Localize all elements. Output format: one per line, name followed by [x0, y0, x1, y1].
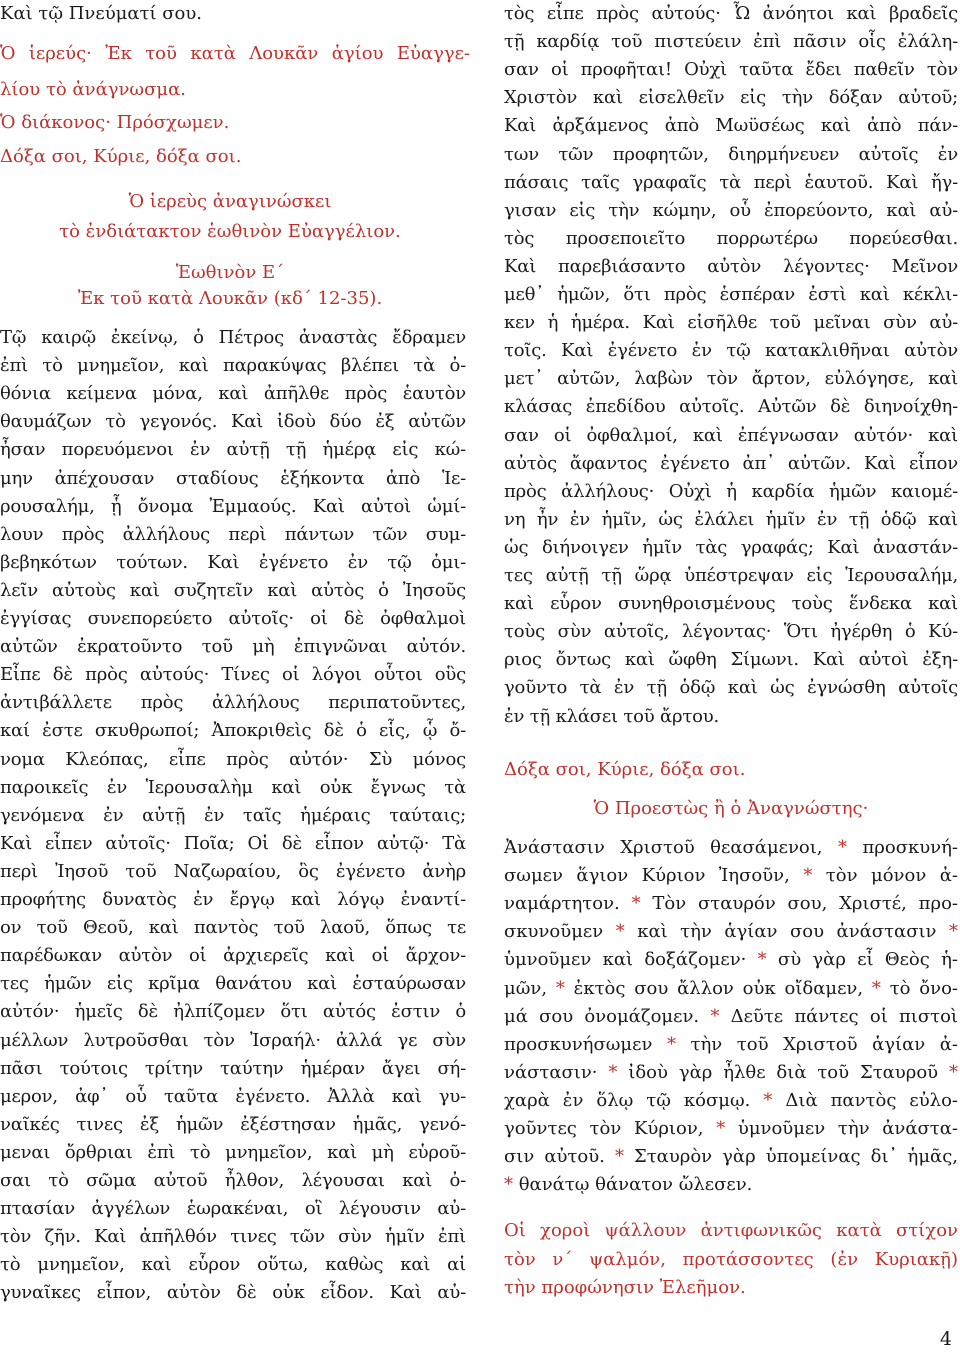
hymn-line — [504, 890, 958, 918]
gospel-line: παροικεῖς ἐν Ἱερουσαλὴμ καὶ οὐκ ἔγνως τὰ — [0, 776, 466, 798]
hymn-text: καὶ τὴν ἁγίαν σου ἀνάστασιν — [624, 921, 949, 943]
gospel-line: θόνια κείμενα μόνα, καὶ ἀπῆλθε πρὸς ἑαυτὸν — [0, 383, 466, 405]
hymn-text: θανάτῳ θάνατον ὤλεσεν. — [513, 1174, 753, 1196]
gospel-line: μερον, ἀφ᾽ οὗ ταῦτα ἐγένετο. Ἀλλὰ καὶ γυ- — [0, 1085, 466, 1107]
hymn-text: ὑμνοῦμεν τὴν ἀνάστα- — [725, 1118, 958, 1139]
intro-line: λίου τὸ ἀνάγνωσμα. — [0, 79, 186, 100]
rubric-line: τὸ ἐνδιάτακτον ἑωθινὸν Εὐαγγέλιον. — [59, 221, 401, 242]
hymn-line — [504, 862, 958, 890]
gospel-line: αὐτὸς ἄφαντος ἐγένετο ἀπ᾽ αὐτῶν. Καὶ εἶπον — [504, 452, 958, 474]
gospel-line: ἐγγίσας συνεπορεύετο αὐτοῖς· οἱ δὲ ὀφθαλμοὶ — [0, 608, 466, 629]
gospel-line: νομα Κλεόπας, εἶπε πρὸς αὐτόν· Σὺ μόνος — [0, 748, 466, 770]
gospel-line: αὐτῶν ἐκρατοῦντο τοῦ μὴ ἐπιγνῶναι αὐτόν. — [0, 636, 466, 658]
gospel-line: ἐν τῇ κλάσει τοῦ ἄρτου. — [504, 705, 720, 727]
gospel-line: λεῖν αὐτοὺς καὶ συζητεῖν καὶ αὐτὸς ὁ Ἰησοῦς — [0, 579, 466, 601]
asterisk-mark: * — [555, 977, 565, 999]
gospel-line: Καὶ παρεβιάσαντο αὐτὸν λέγοντες· Μεῖνον — [504, 255, 958, 277]
hymn-text: Τὸν σταυρόν σου, Χριστέ, προ- — [640, 893, 958, 915]
hymn-text: σιν αὐτοῦ. — [504, 1146, 615, 1168]
rubric-line: Ὁ Προεστὼς ἢ ὁ Ἀναγνώστης· — [593, 798, 869, 819]
gospel-line: ἦσαν πορευόμενοι ἐν αὐτῇ τῇ ἡμέρᾳ εἰς κώ- — [0, 439, 466, 461]
gospel-line: τῇ καρδίᾳ τοῦ πιστεύειν ἐπὶ πᾶσιν οἷς ἐλάλη- — [504, 31, 958, 53]
asterisk-mark: * — [763, 1089, 773, 1111]
gospel-line: βεβηκότων τούτων. Καὶ ἐγένετο ἐν τῷ ὁμι- — [0, 551, 466, 573]
gospel-line: προφήτης δυνατὸς ἐν ἔργῳ καὶ λόγῳ ἐναντί- — [0, 889, 466, 910]
hymn-line — [504, 946, 958, 974]
gospel-line: των τῶν προφητῶν, διηρμήνευεν αὐτοῖς ἐν — [504, 143, 958, 165]
gospel-line: τὸς προσεποιεῖτο πορρωτέρω πορεύεσθαι. — [504, 227, 958, 249]
gospel-line: καί ἐστε σκυθρωποί; Ἀποκριθεὶς δὲ ὁ εἷς, ᾧ ὄ- — [0, 720, 466, 742]
gospel-line: σαν οἱ προφῆται! Οὐχὶ ταῦτα ἔδει παθεῖν τὸν — [504, 59, 958, 81]
asterisk-mark: * — [631, 893, 641, 915]
gospel-line: Εἶπε δὲ πρὸς αὐτούς· Τίνες οἱ λόγοι οὗτοι οὓς — [0, 664, 466, 686]
gospel-line: τοὺς σὺν αὐτοῖς, λέγοντας· Ὅτι ἠγέρθη ὁ Κύ- — [504, 621, 958, 643]
asterisk-mark: * — [837, 837, 847, 858]
hymn-text: νάστασιν· — [504, 1061, 609, 1083]
gospel-line: γισαν εἰς τὴν κώμην, οὗ ἐπορεύοντο, καὶ αὐ- — [504, 199, 958, 221]
gospel-line: ναῖκές τινες ἐξ ἡμῶν ἐξέστησαν ἡμᾶς, γενό- — [0, 1113, 466, 1135]
gospel-line: ὡς διήνοιγεν ἡμῖν τὰς γραφάς; Καὶ ἀναστάν- — [504, 536, 958, 558]
asterisk-mark: * — [615, 921, 625, 943]
hymn-line — [504, 834, 958, 862]
gospel-line: Χριστὸν καὶ εἰσελθεῖν εἰς τὴν δόξαν αὐτοῦ; — [504, 87, 958, 109]
asterisk-mark: * — [949, 1061, 958, 1083]
gospel-line: γενόμενα ἐν αὐτῇ ἐν ταῖς ἡμέραις ταύταις; — [0, 804, 466, 826]
hymn-text: μά σου ὀνομάζομεν. — [504, 1005, 711, 1027]
gospel-line: Καὶ ἀρξάμενος ἀπὸ Μωϋσέως καὶ ἀπὸ πάν- — [504, 115, 958, 137]
hymn-line — [504, 1059, 958, 1087]
hymn-text: σκυνοῦμεν — [504, 921, 616, 943]
hymn-line — [504, 918, 958, 946]
gospel-line: τὸ μνημεῖον, καὶ εὗρον οὕτω, καθὼς καὶ αἱ — [0, 1254, 466, 1276]
gospel-line: ριος ὄντως καὶ ὤφθη Σίμωνι. Καὶ αὐτοὶ ἐξη- — [504, 649, 958, 671]
gospel-line: κλάσας ἐπεδίδου αὐτοῖς. Αὐτῶν δὲ διηνοίχθη- — [504, 396, 958, 418]
hymn-text: προσκυνή- — [846, 837, 958, 858]
gospel-line: μεθ᾽ ἡμῶν, ὅτι πρὸς ἑσπέραν ἐστὶ καὶ κέκλι- — [504, 284, 958, 305]
gospel-line: θαυμάζων τὸ γεγονός. Καὶ ἰδοὺ δύο ἐξ αὐτῶν — [0, 411, 466, 433]
hymn-text: Διὰ παντὸς εὐλο- — [772, 1089, 958, 1111]
gospel-heading: Ἑωθινὸν Ε΄ — [175, 262, 285, 283]
gospel-line: πάσαις ταῖς γραφαῖς τὰ περὶ ἑαυτοῦ. Καὶ ἤγ- — [504, 171, 958, 193]
asterisk-mark: * — [666, 1033, 676, 1055]
gospel-line: μεναι ὄρθριαι ἐπὶ τὸ μνημεῖον, καὶ μὴ εὑροῦ- — [0, 1141, 466, 1163]
asterisk-mark: * — [608, 1061, 618, 1083]
asterisk-mark: * — [614, 1146, 624, 1168]
hymn-text: χαρὰ ἐν ὅλῳ τῷ κόσμῳ. — [504, 1089, 764, 1111]
gospel-line: πᾶσι τούτοις τρίτην ταύτην ἡμέραν ἄγει σή- — [0, 1057, 466, 1079]
gospel-line: ἐπὶ τὸ μνημεῖον, καὶ παρακύψας βλέπει τὰ ὀ- — [0, 355, 466, 377]
gospel-line: γυναῖκες εἶπον, αὐτὸν δὲ οὐκ εἶδον. Καὶ αὐ- — [0, 1282, 466, 1304]
gospel-line: τὸν ζῆν. Καὶ ἀπῆλθόν τινες τῶν σὺν ἡμῖν ἐπὶ — [0, 1226, 466, 1248]
intro-line: Καὶ τῷ Πνεύματί σου. — [0, 3, 203, 24]
hymn-text: μῶν, — [504, 977, 556, 999]
hymn-text: σωμεν ἅγιον Κύριον Ἰησοῦν, — [504, 865, 804, 887]
gospel-line: τες ἡμῶν εἰς κρῖμα θανάτου καὶ ἐσταύρωσαν — [0, 973, 466, 995]
rubric-line: Ὁ ἱερεὺς ἀναγινώσκει — [128, 191, 332, 212]
asterisk-mark: * — [803, 865, 813, 887]
hymn-text: Ἀνάστασιν Χριστοῦ θεασάμενοι, — [504, 837, 838, 858]
asterisk-mark: * — [757, 949, 767, 971]
gospel-line: κεν ἡ ἡμέρα. Καὶ εἰσῆλθε τοῦ μεῖναι σὺν αὐ- — [504, 312, 958, 334]
gospel-line: καὶ εὗρον συνηθροισμένους τοὺς ἕνδεκα καὶ — [504, 593, 958, 615]
hymn-text: γοῦντες τὸν Κύριον, — [504, 1118, 717, 1139]
asterisk-mark: * — [504, 1174, 513, 1196]
gospel-line: μην ἀπέχουσαν σταδίους ἑξήκοντα ἀπὸ Ἱε- — [0, 467, 466, 489]
hymn-line — [504, 1115, 958, 1143]
hymn-text: ὑμνοῦμεν καὶ δοξάζομεν· — [504, 949, 758, 971]
hymn-text: τὴν τοῦ Χριστοῦ ἁγίαν ἀ- — [675, 1033, 958, 1055]
gospel-line: μετ᾽ αὐτῶν, λαβὼν τὸν ἄρτον, εὐλόγησε, καὶ — [504, 368, 958, 390]
closing-rubric-line: τὴν προφώνησιν Ἐλεῆμον. — [504, 1277, 746, 1298]
closing-rubric-line: Οἱ χοροὶ ψάλλουν ἀντιφωνικῶς κατὰ στίχον — [504, 1220, 958, 1241]
gospel-line: λουν πρὸς ἀλλήλους περὶ πάντων τῶν συμ- — [0, 523, 466, 545]
page-number: 4 — [939, 1328, 952, 1350]
hymn-line — [504, 1143, 958, 1171]
gospel-line: Τῷ καιρῷ ἐκείνῳ, ὁ Πέτρος ἀναστὰς ἔδραμεν — [0, 327, 466, 348]
gospel-line: σαι τὸ σῶμα αὐτοῦ ἦλθον, λέγουσαι καὶ ὀ- — [0, 1170, 466, 1191]
hymn-text: ἰδοὺ γὰρ ἦλθε διὰ τοῦ Σταυροῦ — [617, 1061, 949, 1083]
gospel-line: τὸς εἶπε πρὸς αὐτούς· Ὦ ἀνόητοι καὶ βραδεῖς — [504, 3, 958, 24]
hymn-text: ναμάρτητον. — [504, 893, 632, 915]
hymn-text: τὸν μόνον ἀ- — [812, 865, 958, 887]
hymn-text: ἐκτὸς σου ἄλλον οὐκ οἴδαμεν, — [564, 977, 872, 999]
hymn-line — [504, 1031, 958, 1059]
hymn-text: τὸ ὄνο- — [880, 977, 959, 999]
asterisk-mark: * — [949, 921, 958, 943]
hymn-line — [504, 1003, 958, 1031]
asterisk-mark: * — [716, 1118, 726, 1139]
gospel-line: νη ἦν ἐν ἡμῖν, ὡς ἐλάλει ἡμῖν ἐν τῇ ὁδῷ καὶ — [504, 508, 958, 530]
gospel-line: ον τοῦ Θεοῦ, καὶ παντὸς τοῦ λαοῦ, ὅπως τε — [0, 917, 466, 939]
hymn-line — [504, 1171, 752, 1199]
gospel-line: πτασίαν ἀγγέλων ἑωρακέναι, οἳ λέγουσιν αὐ- — [0, 1198, 466, 1220]
intro-line: Ὁ ἱερεύς· Ἐκ τοῦ κατὰ Λουκᾶν ἁγίου Εὐαγγε- — [0, 43, 470, 64]
hymn-line — [504, 975, 958, 1003]
gospel-line: σαν οἱ ὀφθαλμοί, καὶ ἐπέγνωσαν αὐτόν· καὶ — [504, 424, 958, 446]
gospel-heading: Ἐκ τοῦ κατὰ Λουκᾶν (κδ΄ 12-35). — [77, 288, 383, 309]
gospel-line: αὐτόν· ἡμεῖς δὲ ἠλπίζομεν ὅτι αὐτός ἐστιν ὁ — [0, 1001, 466, 1023]
closing-rubric-line: τὸν ν΄ ψαλμόν, προτάσσοντες (ἐν Κυριακῇ) — [504, 1248, 958, 1270]
gospel-line: μέλλων λυτροῦσθαι τὸν Ἰσραήλ· ἀλλά γε σὺν — [0, 1029, 466, 1051]
hymn-text: Σταυρὸν γὰρ ὑπομείνας δι᾽ ἡμᾶς, — [623, 1146, 958, 1168]
hymn-text: Δεῦτε πάντες οἱ πιστοὶ — [719, 1005, 958, 1027]
hymn-line — [504, 1087, 958, 1115]
gospel-line: περὶ Ἰησοῦ τοῦ Ναζωραίου, ὃς ἐγένετο ἀνὴρ — [0, 860, 466, 882]
asterisk-mark: * — [871, 977, 881, 999]
intro-line: Ὁ διάκονος· Πρόσχωμεν. — [0, 112, 230, 133]
gospel-line: Καὶ εἶπεν αὐτοῖς· Ποῖα; Οἱ δὲ εἶπον αὐτῷ· Τὰ — [0, 832, 466, 854]
asterisk-mark: * — [710, 1005, 720, 1027]
gospel-line: τες αὐτῇ τῇ ὥρᾳ ὑπέστρεψαν εἰς Ἱερουσαλήμ, — [504, 565, 958, 586]
hymn-text: σὺ γὰρ εἶ Θεὸς ἡ- — [766, 949, 958, 971]
gospel-line: τοῖς. Καὶ ἐγένετο ἐν τῷ κατακλιθῆναι αὐτὸν — [504, 340, 958, 362]
gospel-line: ρουσαλήμ, ᾗ ὄνομα Ἐμμαούς. Καὶ αὐτοὶ ὡμί- — [0, 495, 466, 517]
gospel-line: παρέδωκαν αὐτὸν οἱ ἀρχιερεῖς καὶ οἱ ἄρχον- — [0, 945, 466, 967]
hymn-text: προσκυνήσωμεν — [504, 1033, 667, 1055]
intro-line: Δόξα σοι, Κύριε, δόξα σοι. — [0, 146, 242, 167]
doxology: Δόξα σοι, Κύριε, δόξα σοι. — [504, 759, 746, 780]
gospel-line: γοῦντο τὰ ἐν τῇ ὁδῷ καὶ ὡς ἐγνώσθη αὐτοῖς — [504, 677, 958, 699]
gospel-line: ἀντιβάλλετε πρὸς ἀλλήλους περιπατοῦντες, — [0, 692, 466, 714]
gospel-line: πρὸς ἀλλήλους· Οὐχὶ ἡ καρδία ἡμῶν καιομέ- — [504, 480, 958, 502]
